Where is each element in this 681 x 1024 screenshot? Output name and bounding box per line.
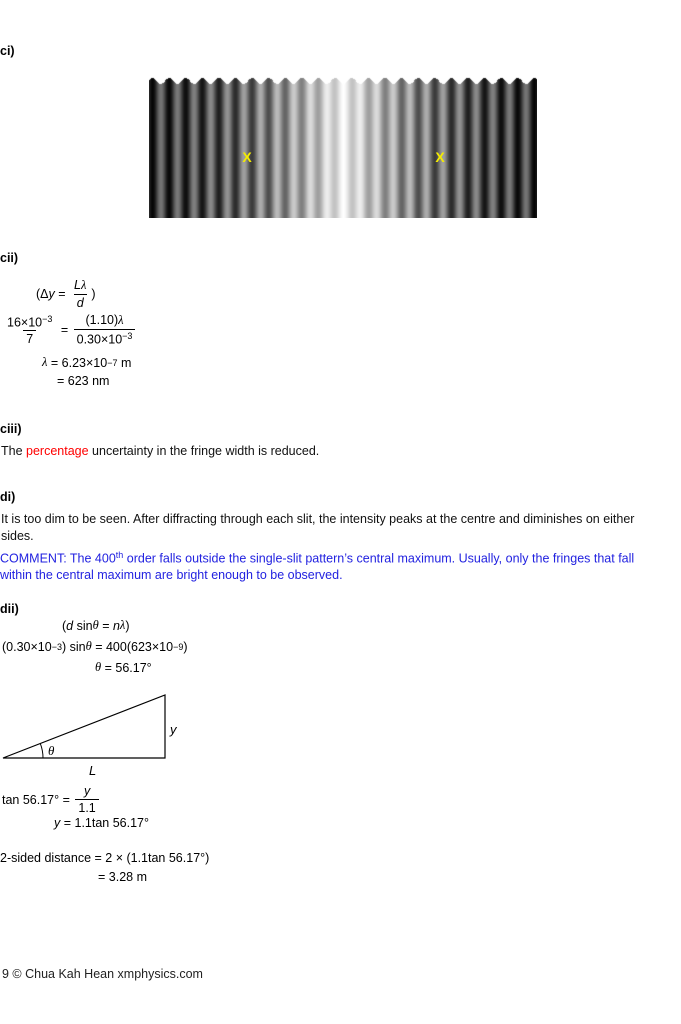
di-comment-post: order falls outside the single-slit pattern’s central maximum. Usually, only the fringes that fall: [123, 551, 635, 566]
di-comment-pre: COMMENT: The 400: [0, 551, 116, 566]
fringe-pattern-image: [149, 77, 537, 218]
di-answer-line-2: sides.: [1, 528, 34, 543]
ciii-text-pre: The: [1, 444, 27, 458]
section-label-cii: cii): [0, 251, 19, 265]
fringe-pattern-figure: [149, 77, 537, 218]
equation-two-sided-distance: 2-sided distance = 2 × (1.1tan 56.17°): [0, 851, 210, 865]
equation-dii-substitution: (0.30×10 −3 ) sin θ = 400(623×10 −9 ): [2, 639, 188, 654]
equation-dii-angle-result: θ = 56.17°: [95, 660, 152, 675]
section-label-ciii: ciii): [0, 422, 22, 436]
equation-cii-substitution: $\frac{16\times 10^{-3}}{7}$ = $\frac{(1.10)\lambda}{0.30\times 10^{-3}}$: [2, 313, 137, 347]
triangle-label-theta: θ: [48, 743, 55, 758]
di-answer-text: [1, 511, 634, 544]
equation-cii-wavelength-result: λ = 6.23×10 −7 m: [42, 355, 132, 370]
equation-cii-wavelength-nm: = 623 nm: [57, 374, 110, 388]
page-footer: 9 © Chua Kah Hean xmphysics.com: [2, 967, 203, 981]
ciii-text-post: uncertainty in the fringe width is reduced.: [88, 444, 320, 458]
equation-distance-result: = 3.28 m: [98, 870, 147, 884]
triangle-angle-arc: [40, 744, 43, 759]
di-comment-line-1: [0, 547, 634, 567]
section-label-ci: ci): [0, 44, 15, 58]
triangle-label-y: y: [170, 722, 177, 737]
ciii-text-highlight: percentage: [26, 444, 89, 458]
section-label-dii: dii): [0, 602, 19, 616]
equation-y-result: y = 1.1tan 56.17°: [54, 816, 150, 830]
fringe-mark-x-left: X: [242, 149, 252, 165]
triangle-outline: [3, 695, 165, 758]
equation-cii-fringe-formula: (Δ y = $\frac{L\lambda}{d}$ ): [36, 278, 96, 310]
ciii-answer-text: [1, 443, 319, 460]
di-comment-ordinal-sup: th: [115, 550, 124, 560]
di-answer-line-1: It is too dim to be seen. After diffracting through each slit, the intensity peaks at the centre and diminishes on either: [1, 512, 635, 526]
triangle-diagram: [0, 690, 200, 782]
triangle-label-L: L: [89, 763, 97, 778]
equation-dii-grating-formula: ( d sin θ = n λ ): [62, 618, 130, 633]
di-comment-line-2: within the central maximum are bright enough to be observed.: [0, 568, 343, 582]
equation-tan-fraction: tan 56.17° = $\frac{y}{1.1}$: [2, 784, 101, 815]
fringe-mark-x-right: X: [435, 149, 445, 165]
di-comment-text: [0, 547, 634, 584]
section-label-di: di): [0, 490, 16, 504]
